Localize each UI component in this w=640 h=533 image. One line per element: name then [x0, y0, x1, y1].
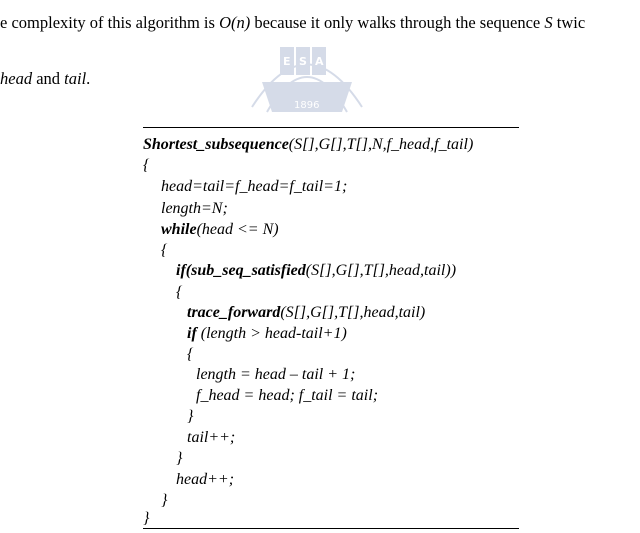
prose-var-tail: tail — [64, 69, 87, 88]
code-line-15: tail++; — [187, 429, 236, 446]
prose-text: and — [32, 69, 65, 88]
call-trace-forward: trace_forward — [187, 304, 281, 321]
code-line-17: head++; — [176, 471, 235, 488]
prose-math-on: O(n) — [219, 13, 251, 32]
code-line-8: { — [176, 284, 183, 301]
code-line-9 — [187, 304, 425, 322]
prose-line-2 — [0, 70, 90, 88]
while-condition: (head <= N) — [196, 221, 279, 238]
code-line-2: { — [143, 157, 150, 174]
prose-var-head: head — [0, 69, 33, 88]
code-line-4: length=N; — [161, 200, 228, 217]
keyword-while: while — [161, 221, 197, 238]
prose-text: e complexity of this algorithm is — [0, 13, 220, 32]
keyword-if: if — [176, 262, 186, 279]
code-line-18: } — [161, 492, 168, 509]
seal-letter-s: S — [299, 55, 307, 68]
seal-letter-e: E — [283, 55, 291, 68]
algorithm-top-rule — [143, 127, 519, 128]
code-line-19: } — [143, 510, 150, 527]
seal-year: 1896 — [294, 100, 320, 111]
prose-text: because it only walks through the sequence — [250, 13, 545, 32]
prose-text: twic — [552, 13, 586, 32]
keyword-if: if — [187, 325, 197, 342]
function-params: (S[],G[],T[],N,f_head,f_tail) — [288, 136, 474, 153]
if-args: (S[],G[],T[],head,tail)) — [305, 262, 457, 279]
function-name: Shortest_subsequence — [143, 136, 289, 153]
trace-forward-args: (S[],G[],T[],head,tail) — [280, 304, 426, 321]
code-line-10 — [187, 325, 347, 343]
code-line-1 — [143, 136, 473, 154]
code-line-3: head=tail=f_head=f_tail=1; — [161, 178, 348, 195]
prose-line-1 — [0, 14, 585, 32]
call-sub-seq-satisfied: (sub_seq_satisfied — [185, 262, 306, 279]
seal-letter-a: A — [315, 55, 324, 68]
code-line-13: f_head = head; f_tail = tail; — [196, 387, 379, 404]
code-line-6: { — [161, 242, 168, 259]
prose-text: . — [86, 69, 91, 88]
code-line-16: } — [176, 450, 183, 467]
code-line-12: length = head – tail + 1; — [196, 366, 356, 383]
if-condition: (length > head-tail+1) — [196, 325, 347, 342]
code-line-7 — [176, 262, 456, 280]
algorithm-bottom-rule — [143, 528, 519, 529]
code-line-5 — [161, 221, 279, 239]
code-line-11: { — [187, 346, 194, 363]
prose-var-s: S — [544, 13, 553, 32]
code-line-14: } — [187, 408, 194, 425]
